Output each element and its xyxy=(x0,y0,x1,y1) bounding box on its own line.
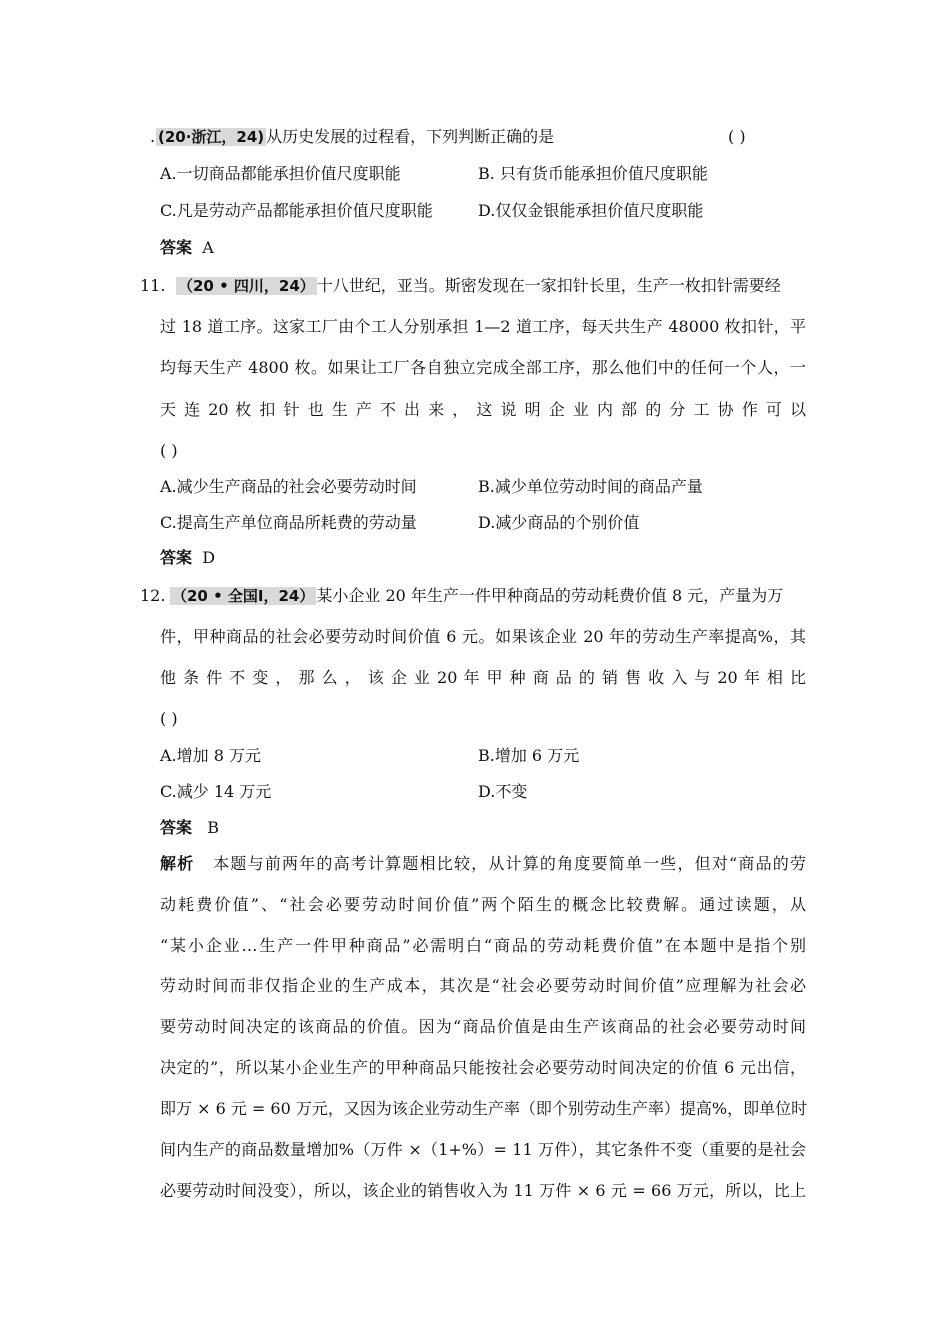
question-10-option-a: A.一切商品都能承担价值尺度职能 xyxy=(160,164,401,183)
analysis-text: 本题与前两年的高考计算题相比较，从计算的角度要简单一些，但对“商品的劳 xyxy=(213,854,806,873)
question-10-answer xyxy=(160,238,214,258)
question-11-line-1 xyxy=(176,276,781,296)
answer-value: B xyxy=(207,818,220,837)
question-11-number: 11. xyxy=(140,276,166,295)
analysis-label: 解析 xyxy=(160,854,195,873)
question-11-option-c: C.提高生产单位商品所耗费的劳动量 xyxy=(160,513,417,532)
question-11-line-2: 过 18 道工序。这家工厂由个工人分别承担 1—2 道工序，每天共生产 48000 枚扣针，平 xyxy=(160,317,806,336)
question-12-answer xyxy=(160,818,219,838)
question-12-line-2: 件，甲种商品的社会必要劳动时间价值 6 元。如果该企业 20 年的劳动生产率提高%，其 xyxy=(160,627,806,646)
question-11-line-4: 天 连 20 枚 扣 针 也 生 产 不 出 来 ， 这 说 明 企 业 内 部 的 分 工 协 作 可 以 xyxy=(160,400,806,419)
question-11-answer xyxy=(160,548,215,568)
question-11-source-tag: （20 • 四川，24） xyxy=(178,277,315,295)
question-10-answer-paren: ( ) xyxy=(728,127,746,146)
analysis-line-5: 要劳动时间决定的该商品的价值。因为“商品价值是由生产该商品的社会必要劳动时间 xyxy=(160,1017,806,1036)
question-10-option-d: D.仅仅金银能承担价值尺度职能 xyxy=(478,201,704,220)
analysis-line-9: 必要劳动时间没变），所以，该企业的销售收入为 11 万件 × 6 元 = 66 万元，所以，比上 xyxy=(160,1181,806,1200)
answer-label: 答案 xyxy=(160,238,193,257)
analysis-line-8: 间内生产的商品数量增加%（万件 ×（1+%）= 11 万件），其它条件不变（重要的是社会 xyxy=(160,1140,806,1159)
question-10-stem xyxy=(156,127,554,147)
question-12-source-tag: （20 • 全国Ⅰ，24） xyxy=(172,587,315,605)
answer-label: 答案 xyxy=(160,548,193,567)
analysis-line-1 xyxy=(160,854,806,874)
analysis-line-7: 即万 × 6 元 = 60 万元，又因为该企业劳动生产率（即个别劳动生产率）提高%，即单位时 xyxy=(160,1099,808,1118)
question-12-answer-paren: ( ) xyxy=(160,709,178,728)
question-12-line-3: 他 条 件 不 变 ， 那 么 ， 该 企 业 20 年 甲 种 商 品 的 销 售 收 入 与 20 年 相 比 xyxy=(160,668,806,687)
question-12-option-b: B.增加 6 万元 xyxy=(478,746,580,765)
question-11-option-d: D.减少商品的个别价值 xyxy=(478,513,640,532)
question-12-line-1 xyxy=(170,586,783,606)
answer-value: A xyxy=(202,238,214,257)
question-11-text: 十八世纪，亚当。斯密发现在一家扣针长里，生产一枚扣针需要经 xyxy=(316,276,781,295)
analysis-line-6: 决定的”，所以某小企业生产的甲种商品只能按社会必要劳动时间决定的价值 6 元出信， xyxy=(160,1058,806,1077)
question-11-option-a: A.减少生产商品的社会必要劳动时间 xyxy=(160,477,417,496)
question-10-source-tag: (20·浙江，24) xyxy=(158,128,265,146)
question-12-option-a: A.增加 8 万元 xyxy=(160,746,261,765)
answer-label: 答案 xyxy=(160,818,193,837)
question-11-line-3: 均每天生产 4800 枚。如果让工厂各自独立完成全部工序，那么他们中的任何一个人，一 xyxy=(160,358,806,377)
question-11-option-b: B.减少单位劳动时间的商品产量 xyxy=(478,477,703,496)
analysis-line-2: 动耗费价值”、“社会必要劳动时间价值”两个陌生的概念比较费解。通过读题，从 xyxy=(160,895,806,914)
question-12-text: 某小企业 20 年生产一件甲种商品的劳动耗费价值 8 元，产量为万 xyxy=(316,586,784,605)
question-10-dot: . xyxy=(150,127,156,146)
question-10-option-b: B. 只有货币能承担价值尺度职能 xyxy=(478,164,708,183)
question-11-answer-paren: ( ) xyxy=(160,441,178,460)
answer-value: D xyxy=(202,548,216,567)
question-10-text: 从历史发展的过程看，下列判断正确的是 xyxy=(266,127,555,146)
analysis-line-4: 劳动时间而非仅指企业的生产成本，其次是“社会必要劳动时间价值”应理解为社会必 xyxy=(160,976,806,995)
question-12-number: 12. xyxy=(140,586,166,605)
analysis-line-3: “某小企业…生产一件甲种商品”必需明白“商品的劳动耗费价值”在本题中是指个别 xyxy=(160,936,806,955)
question-12-option-c: C.减少 14 万元 xyxy=(160,782,272,801)
question-12-option-d: D.不变 xyxy=(478,782,528,801)
question-10-option-c: C.凡是劳动产品都能承担价值尺度职能 xyxy=(160,201,433,220)
